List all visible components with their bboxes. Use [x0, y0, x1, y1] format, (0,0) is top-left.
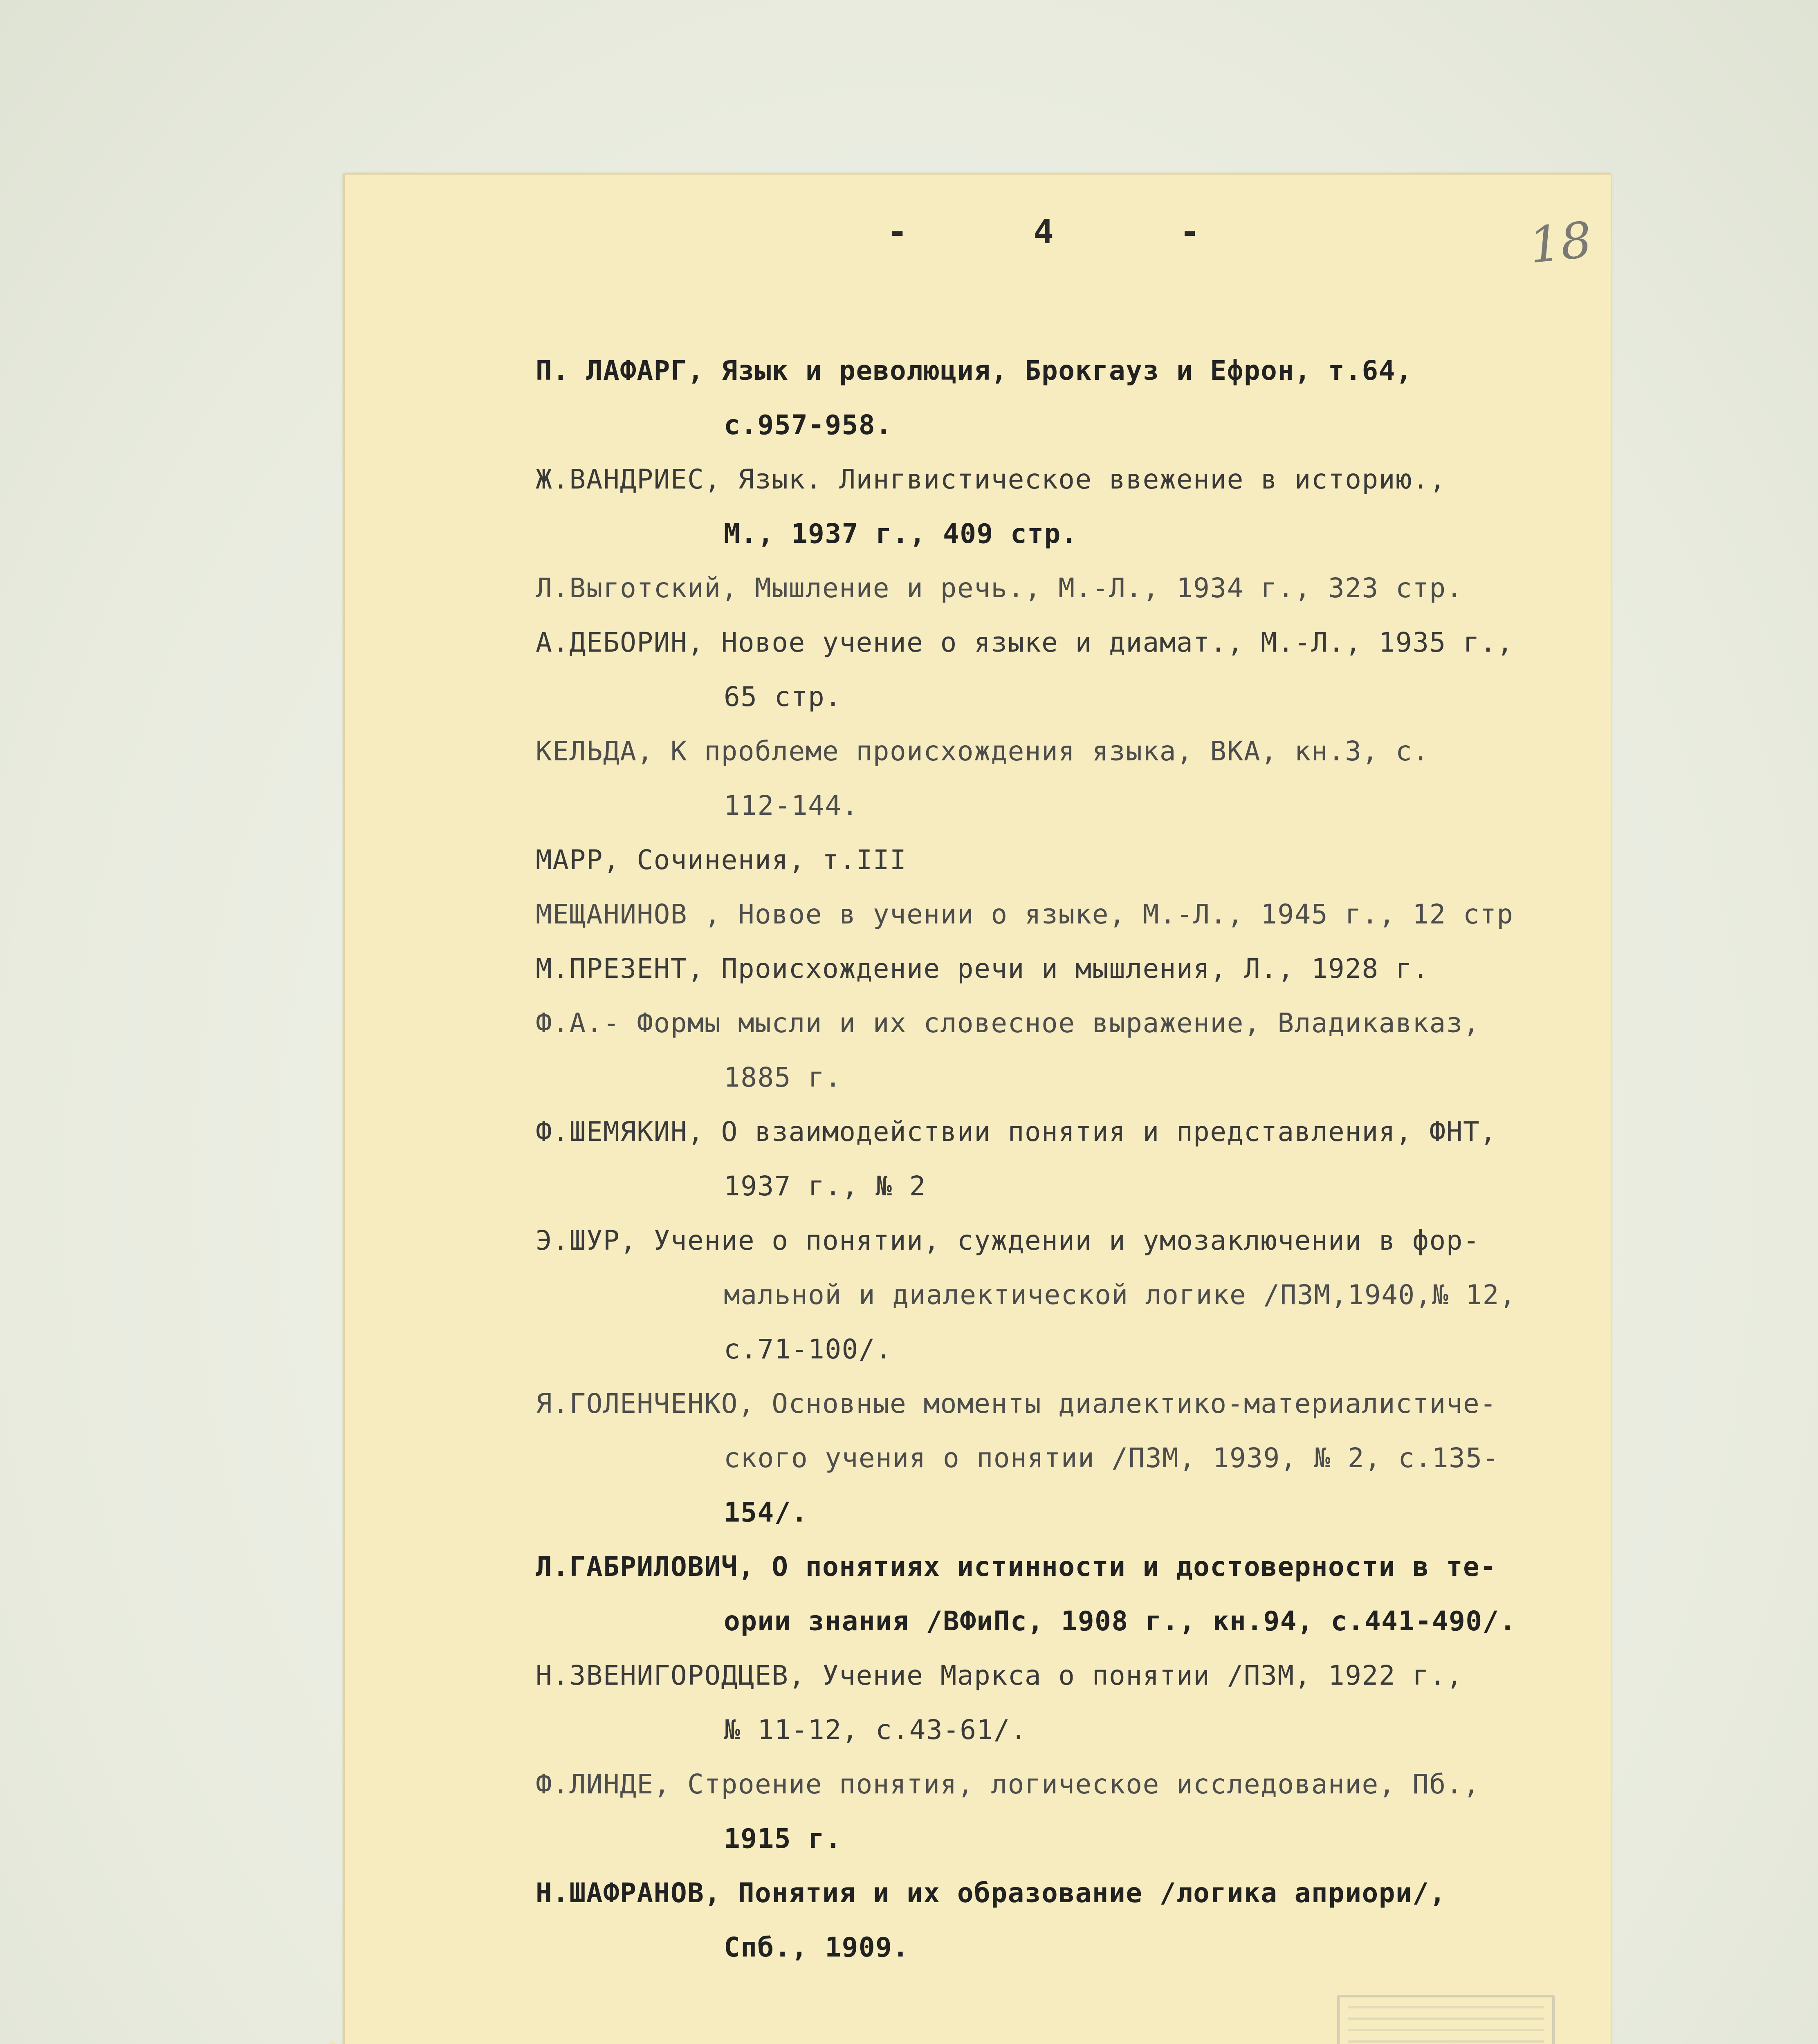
folio-number: 18	[1526, 211, 1595, 275]
entry-line: П. ЛАФАРГ, Язык и революция, Брокгауз и Ефрон, т.64,	[536, 355, 1413, 386]
entry-line: А.ДЕБОРИН, Новое учение о языке и диамат., М.-Л., 1935 г.,	[536, 627, 1514, 658]
entry-line: Я.ГОЛЕНЧЕНКО, Основные моменты диалектико-материалистиче-	[536, 1388, 1497, 1419]
archive-stamp	[1337, 1995, 1555, 2044]
entry-line: Э.ШУР, Учение о понятии, суждении и умозаключении в фор-	[536, 1225, 1480, 1256]
entry-line: с.957-958.	[724, 409, 893, 441]
entry-line: Ф.А.- Формы мысли и их словесное выражение, Владикавказ,	[536, 1007, 1480, 1039]
entry-line: Ф.ШЕМЯКИН, О взаимодействии понятия и представления, ФНТ,	[536, 1116, 1497, 1148]
entry-line: ского учения о понятии /ПЗМ, 1939, № 2, с.135-	[724, 1442, 1499, 1474]
entry-line: МЕЩАНИНОВ , Новое в учении о языке, М.-Л., 1945 г., 12 стр	[536, 899, 1514, 930]
entry-line: 154/.	[724, 1497, 808, 1528]
entry-line: Л.ГАБРИЛОВИЧ, О понятиях истинности и достоверности в те-	[536, 1551, 1497, 1582]
entry-line: Н.ШАФРАНОВ, Понятия и их образование /логика априори/,	[536, 1877, 1446, 1909]
entry-line: Ж.ВАНДРИЕС, Язык. Лингвистическое ввежение в историю.,	[536, 464, 1446, 495]
entry-line: мальной и диалектической логике /ПЗМ,1940,№ 12,	[724, 1279, 1517, 1311]
entry-line: М., 1937 г., 409 стр.	[724, 518, 1078, 549]
entry-line: 65 стр.	[724, 681, 842, 713]
entry-line: 112-144.	[724, 790, 859, 821]
entry-line: 1885 г.	[724, 1062, 842, 1093]
entry-line: ории знания /ВФиПс, 1908 г., кн.94, с.441-490/.	[724, 1605, 1517, 1637]
entry-line: с.71-100/.	[724, 1334, 893, 1365]
entry-line: Ф.ЛИНДЕ, Строение понятия, логическое исследование, Пб.,	[536, 1768, 1480, 1800]
entry-line: Спб., 1909.	[724, 1932, 909, 1963]
page-number: - 4 -	[887, 213, 1216, 251]
entry-line: 1937 г., № 2	[724, 1170, 926, 1202]
entry-line: МАРР, Сочинения, т.III	[536, 844, 907, 876]
entry-line: № 11-12, с.43-61/.	[724, 1714, 1028, 1746]
stamp-texture	[1348, 2005, 1544, 2044]
entry-line: Н.ЗВЕНИГОРОДЦЕВ, Учение Маркса о понятии /ПЗМ, 1922 г.,	[536, 1660, 1463, 1691]
entry-line: КЕЛЬДА, К проблеме происхождения языка, ВКА, кн.3, с.	[536, 735, 1430, 767]
entry-line: М.ПРЕЗЕНТ, Происхождение речи и мышления, Л., 1928 г.	[536, 953, 1430, 984]
entry-line: Л.Выготский, Мышление и речь., М.-Л., 1934 г., 323 стр.	[536, 572, 1463, 604]
entry-line: 1915 г.	[724, 1823, 842, 1854]
bibliography-list	[536, 343, 1607, 1975]
